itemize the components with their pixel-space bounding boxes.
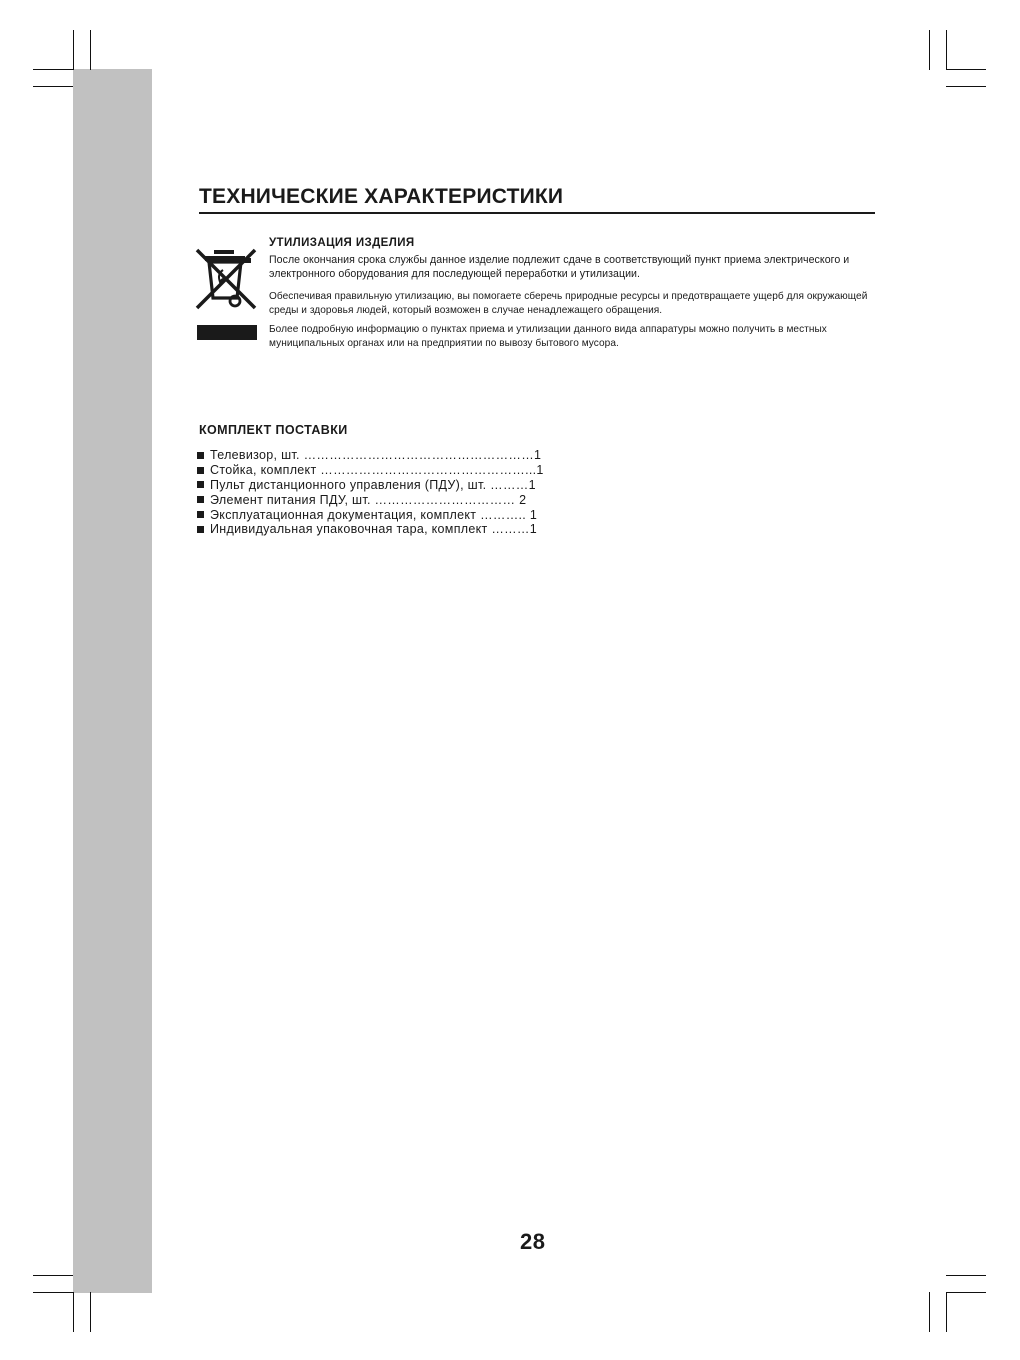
weee-bar <box>197 325 257 340</box>
kit-heading: КОМПЛЕКТ ПОСТАВКИ <box>199 423 348 437</box>
square-bullet-icon <box>197 496 204 503</box>
list-item <box>197 492 544 507</box>
list-item <box>197 507 544 522</box>
kit-item-text: Стойка, комплект …………………………………………...1 <box>210 463 544 478</box>
kit-item-text: Телевизор, шт. ………………………………………………1 <box>210 448 542 463</box>
square-bullet-icon <box>197 481 204 488</box>
square-bullet-icon <box>197 467 204 474</box>
square-bullet-icon <box>197 511 204 518</box>
kit-item-text: Эксплуатационная документация, комплект ……….. 1 <box>210 507 538 522</box>
crossed-out-wheeled-bin-icon <box>193 246 259 312</box>
disposal-paragraph: Более подробную информацию о пунктах приема и утилизации данного вида аппаратуры можно получить в местных муниципальных органах или на предприятии по вывозу бытового мусора. <box>269 324 827 349</box>
list-item <box>197 478 544 493</box>
title-rule <box>199 212 875 214</box>
kit-list <box>197 448 544 537</box>
square-bullet-icon <box>197 452 204 459</box>
kit-item-text: Элемент питания ПДУ, шт. …………………………… 2 <box>210 492 527 507</box>
page-title: ТЕХНИЧЕСКИЕ ХАРАКТЕРИСТИКИ <box>199 185 564 208</box>
kit-item-text: Пульт дистанционного управления (ПДУ), шт. ………1 <box>210 477 536 492</box>
list-item <box>197 463 544 478</box>
disposal-paragraph: После окончания срока службы данное изделие подлежит сдаче в соответствующий пункт приема электрического и электронного оборудования для последующей переработки и утилизации. <box>269 254 850 280</box>
list-item <box>197 448 544 463</box>
list-item <box>197 522 544 537</box>
page-number: 28 <box>520 1229 546 1254</box>
side-band <box>73 69 152 1293</box>
square-bullet-icon <box>197 526 204 533</box>
disposal-paragraph: Обеспечивая правильную утилизацию, вы помогаете сберечь природные ресурсы и предотвращаете ущерб для окружающей среды и здоровья людей, который возможен в случае ненадлежащего обращения. <box>269 291 868 316</box>
disposal-heading: УТИЛИЗАЦИЯ ИЗДЕЛИЯ <box>269 237 415 249</box>
kit-item-text: Индивидуальная упаковочная тара, комплект ………1 <box>210 522 537 537</box>
